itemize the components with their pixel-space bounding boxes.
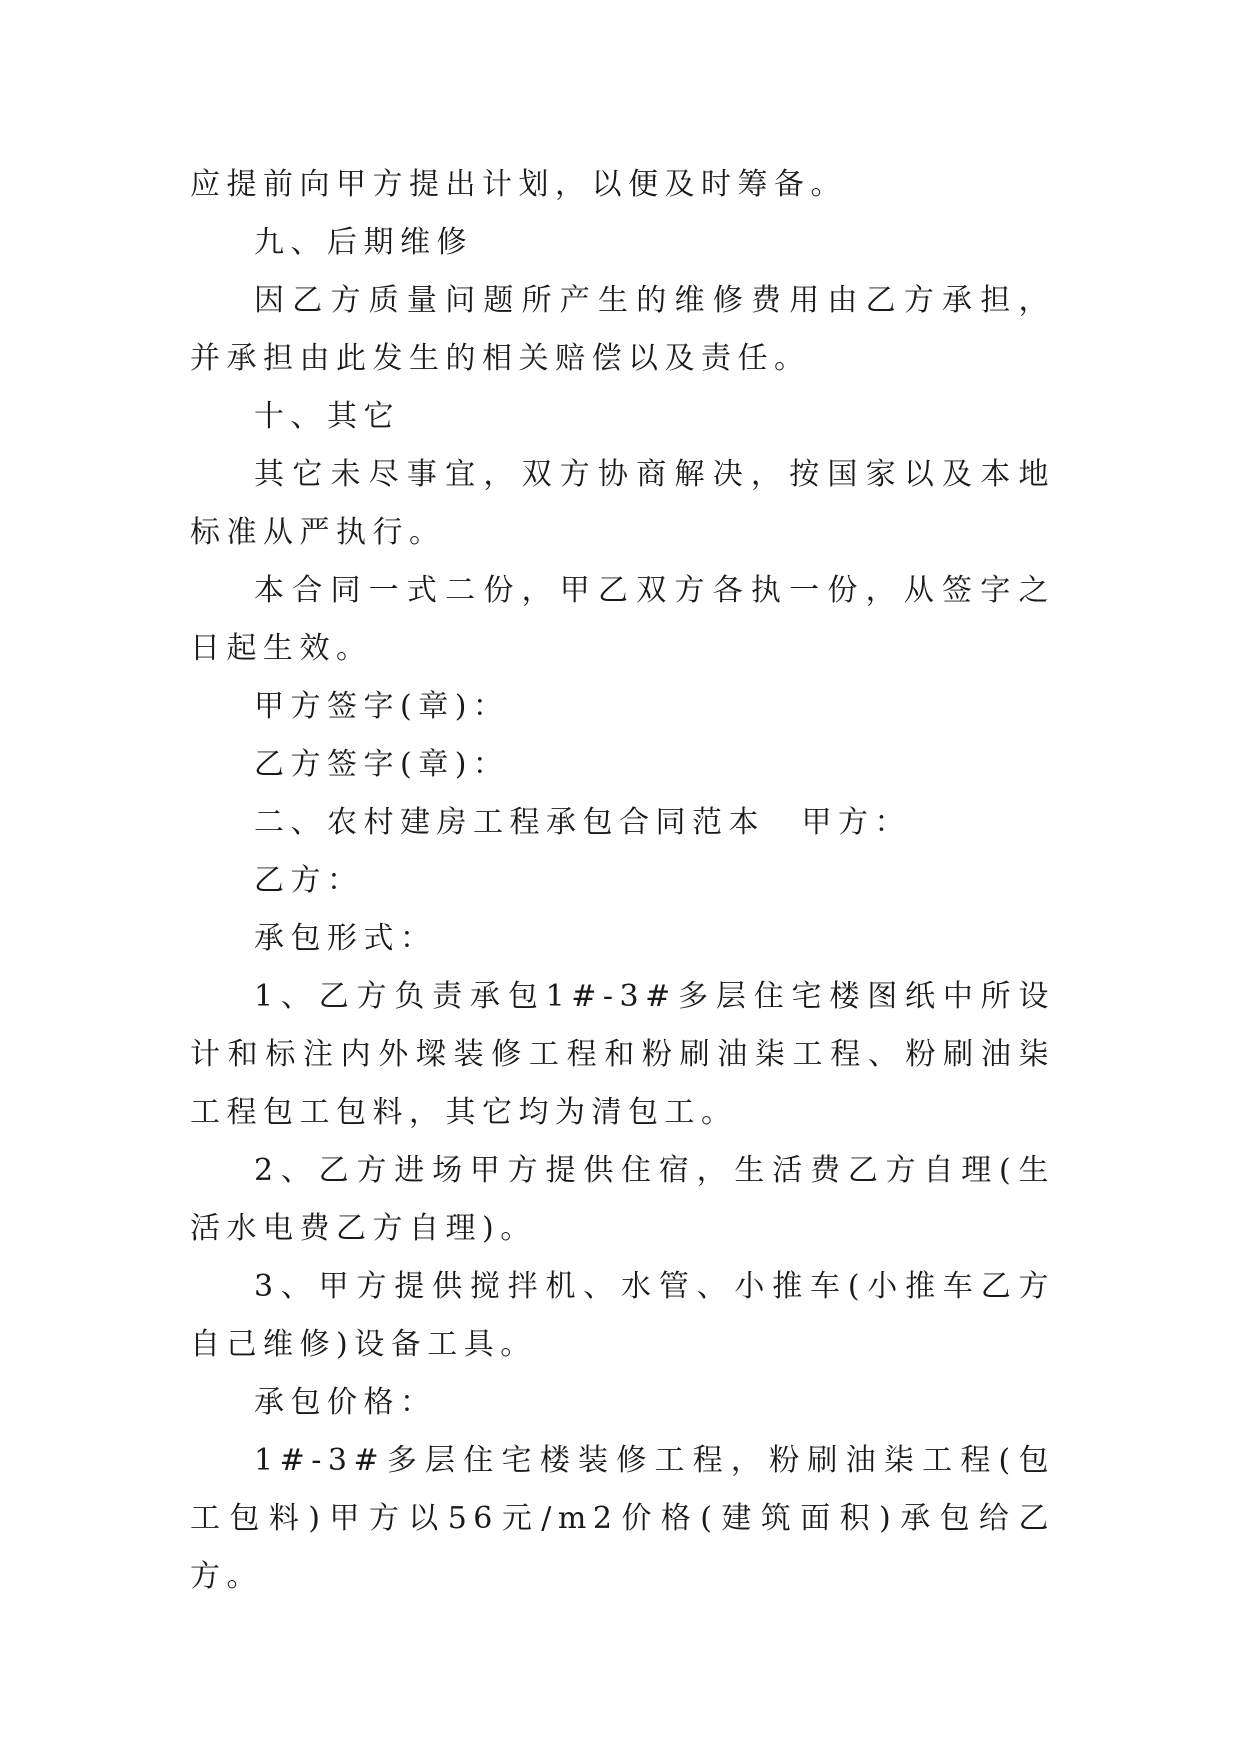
paragraph-prep-plan: 应提前向甲方提出计划，以便及时筹备。 [190,167,847,202]
document-body [190,156,1055,1606]
contract-form-item-2: 2、乙方进场甲方提供住宿，生活费乙方自理(生活水电费乙方自理)。 [190,1153,1055,1246]
paragraph-contract-copies: 本合同一式二份，甲乙双方各执一份，从签字之日起生效。 [190,573,1055,666]
contract-price-heading: 承包价格： [254,1385,437,1420]
contract-form-heading: 承包形式： [254,921,437,956]
party-b-signature: 乙方签字(章)： [254,747,510,782]
party-a-signature: 甲方签字(章)： [254,689,510,724]
contract-form-item-3: 3、甲方提供搅拌机、水管、小推车(小推车乙方自己维修)设备工具。 [190,1269,1055,1362]
contract-price-detail: 1#-3#多层住宅楼装修工程，粉刷油柒工程(包工包料)甲方以56元/m2价格(建筑面积)承包给乙方。 [190,1443,1055,1594]
contract-form-item-1: 1、乙方负责承包1#-3#多层住宅楼图纸中所设计和标注内外墚装修工程和粉刷油柒工程、粉刷油柒工程包工包料，其它均为清包工。 [190,979,1055,1130]
section-heading-maintenance: 九、后期维修 [254,225,473,260]
party-b-label: 乙方： [254,863,364,898]
paragraph-other-matters: 其它未尽事宜，双方协商解决，按国家以及本地标准从严执行。 [190,457,1055,550]
section-heading-template: 二、农村建房工程承包合同范本 甲方： [254,805,911,840]
paragraph-maintenance-cost: 因乙方质量问题所产生的维修费用由乙方承担，并承担由此发生的相关赔偿以及责任。 [190,283,1055,376]
section-heading-other: 十、其它 [254,399,400,434]
